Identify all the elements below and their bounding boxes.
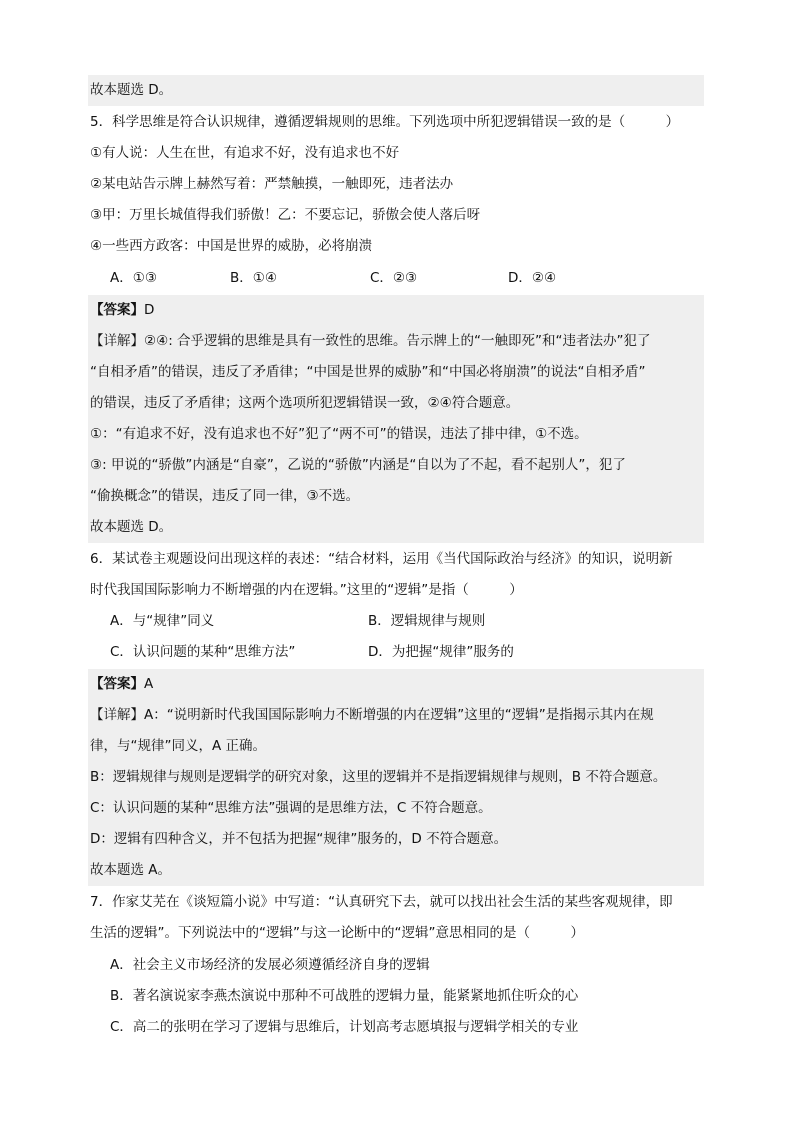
answer-label: 【答案】 (90, 302, 144, 318)
q5-stem: 5．科学思维是符合认识规律，遵循逻辑规则的思维。下列选项中所犯逻辑错误一致的是（ ） (90, 114, 680, 130)
answer-value: D (144, 302, 155, 318)
q6-analysis-4: C：认识问题的某种“思维方法”强调的是思维方法，C 不符合题意。 (88, 793, 704, 824)
q5-analysis-3: 的错误，违反了矛盾律；这两个选项所犯逻辑错误一致，②④符合题意。 (88, 388, 704, 419)
q5-option-c: C．②③ (370, 270, 418, 286)
q6-analysis-5: D：逻辑有四种含义，并不包括为把握“规律”服务的，D 不符合题意。 (88, 824, 704, 855)
q6-options-row-1 (90, 606, 704, 637)
q6-answer (88, 669, 704, 700)
q5-analysis-2: “自相矛盾”的错误，违反了矛盾律；“中国是世界的威胁”和“中国必将崩溃”的说法“自相矛盾” (88, 357, 704, 388)
answer-label: 【答案】 (90, 676, 144, 692)
q5-item-3: ③甲：万里长城值得我们骄傲！乙：不要忘记，骄傲会使人落后呀 (90, 207, 481, 223)
q6-analysis-2: 律，与“规律”同义，A 正确。 (88, 731, 704, 762)
q5-analysis-6: “偷换概念”的错误，违反了同一律，③不选。 (88, 481, 704, 512)
q7-option-b: B．著名演说家李燕杰演说中那种不可战胜的逻辑力量，能紧紧地抓住听众的心 (110, 988, 579, 1004)
q6-stem-1: 6．某试卷主观题设问出现这样的表述：“结合材料，运用《当代国际政治与经济》的知识，说明新 (90, 551, 673, 567)
q7-option-a: A．社会主义市场经济的发展必须遵循经济自身的逻辑 (110, 957, 430, 973)
q5-answer (88, 295, 704, 326)
q5-options (90, 263, 704, 294)
q5-conclusion: 故本题选 D。 (88, 512, 704, 543)
q7-option-c: C．高二的张明在学习了逻辑与思维后，计划高考志愿填报与逻辑学相关的专业 (110, 1019, 579, 1035)
q6-option-a: A．与“规律”同义 (110, 613, 215, 629)
answer-value: A (144, 676, 154, 692)
q5-analysis-4: ①：“有追求不好，没有追求也不好”犯了“两不可”的错误，违法了排中律，①不选。 (88, 419, 704, 450)
q6-option-c: C．认识问题的某种“思维方法” (110, 644, 296, 660)
q5-item-1: ①有人说：人生在世，有追求不好，没有追求也不好 (90, 145, 400, 161)
q5-item-4: ④一些西方政客：中国是世界的威胁，必将崩溃 (90, 238, 373, 254)
q6-analysis-3: B：逻辑规律与规则是逻辑学的研究对象，这里的逻辑并不是指逻辑规律与规则，B 不符合题意。 (88, 762, 704, 793)
q5-option-d: D．②④ (508, 270, 557, 286)
q7-stem-1: 7．作家艾芜在《谈短篇小说》中写道：“认真研究下去，就可以找出社会生活的某些客观规律，即 (90, 894, 673, 910)
q6-option-b: B．逻辑规律与规则 (368, 613, 486, 629)
q5-option-b: B．①④ (230, 270, 277, 286)
q6-options-row-2 (90, 637, 704, 668)
q5-option-a: A．①③ (110, 270, 157, 286)
q5-item-2: ②某电站告示牌上赫然写着：严禁触摸，一触即死，违者法办 (90, 176, 454, 192)
q5-analysis-5: ③: 甲说的“骄傲”内涵是“自豪”，乙说的“骄傲”内涵是“自以为了不起，看不起别人”，犯了 (88, 450, 704, 481)
q7-stem-2: 生活的逻辑”。下列说法中的“逻辑”与这一论断中的“逻辑”意思相同的是（ ） (90, 925, 584, 941)
q6-stem-2: 时代我国国际影响力不断增强的内在逻辑。”这里的“逻辑”是指（ ） (90, 582, 523, 598)
q6-conclusion: 故本题选 A。 (88, 855, 704, 886)
q6-analysis-1: 【详解】A：“说明新时代我国国际影响力不断增强的内在逻辑”这里的“逻辑”是指揭示其内在规 (88, 700, 704, 731)
q5-analysis-1: 【详解】②④: 合乎逻辑的思维是具有一致性的思维。告示牌上的“一触即死”和“违者法办”犯了 (88, 326, 704, 357)
q4-conclusion: 故本题选 D。 (88, 75, 704, 106)
q6-option-d: D．为把握“规律”服务的 (368, 644, 514, 660)
